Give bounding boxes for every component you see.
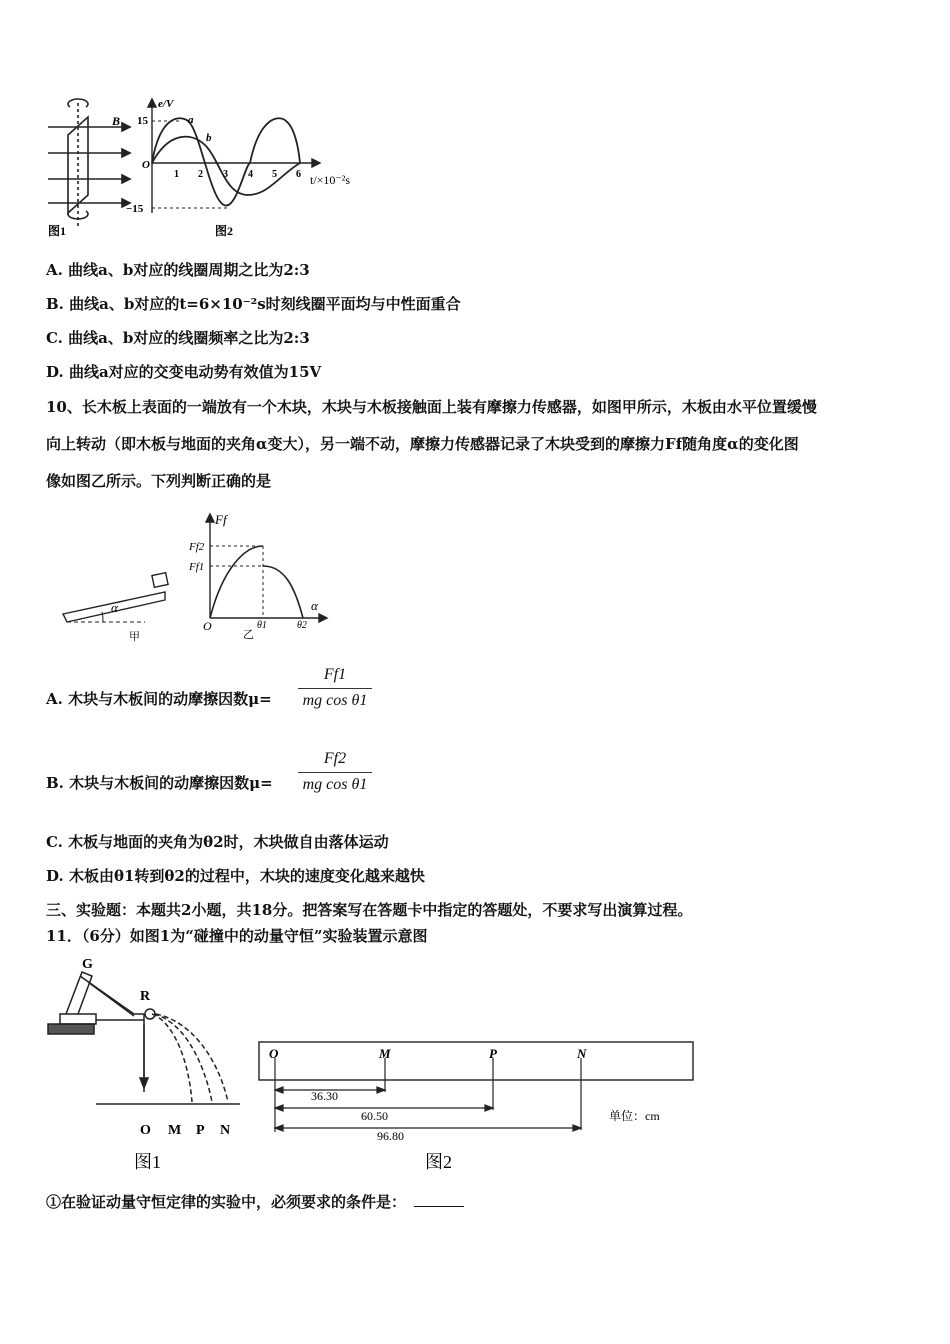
q9-curve-a bbox=[152, 118, 300, 205]
fraction-numerator: Ff1 bbox=[323, 666, 347, 683]
q10-option-a bbox=[46, 689, 272, 709]
q10-option-b bbox=[46, 773, 273, 793]
option-letter: B. bbox=[46, 774, 64, 792]
option-text: 曲线a对应的交变电动势有效值为15V bbox=[68, 363, 322, 381]
q11-r-label: R bbox=[140, 989, 151, 1004]
q9-fig1-caption: 图1 bbox=[48, 224, 67, 238]
q10-yi-caption: 乙 bbox=[243, 629, 254, 641]
q9-tick: 2 bbox=[198, 169, 203, 180]
q9-t-unit: t/×10⁻²s bbox=[310, 173, 351, 187]
option-text: 曲线a、b对应的线圈频率之比为2:3 bbox=[68, 329, 310, 347]
q9-tick: 5 bbox=[272, 169, 277, 180]
q10-theta1: θ1 bbox=[257, 620, 267, 631]
q11-strip-points bbox=[269, 1046, 587, 1061]
q10-ff2-label: Ff2 bbox=[189, 541, 205, 553]
q10-curve-falling bbox=[263, 566, 303, 618]
q11-g-label: G bbox=[82, 957, 93, 972]
q11-distance-on: 96.80 bbox=[377, 1129, 404, 1143]
option-text: 木板与地面的夹角为θ2时，木块做自由落体运动 bbox=[68, 833, 389, 851]
option-letter: C. bbox=[46, 329, 63, 347]
q9-tick: 1 bbox=[174, 169, 179, 180]
q10-stem-line1: 10、长木板上表面的一端放有一个木块，木块与木板接触面上装有摩擦力传感器，如图甲所示，木板由水平位置缓慢 bbox=[46, 398, 817, 416]
option-letter: B. bbox=[46, 295, 64, 313]
fraction-bar bbox=[298, 772, 372, 773]
q9-origin: O bbox=[142, 159, 150, 171]
option-text: 木板由θ1转到θ2的过程中，木块的速度变化越来越快 bbox=[68, 867, 425, 885]
strip-point: M bbox=[379, 1046, 391, 1061]
q9-option-c bbox=[46, 328, 310, 348]
option-letter: A. bbox=[46, 261, 63, 279]
q11-paper-strip bbox=[259, 1042, 693, 1080]
landing-point: O bbox=[140, 1123, 151, 1138]
q9-tick: 3 bbox=[223, 169, 228, 180]
q11-distance-op: 60.50 bbox=[361, 1109, 388, 1123]
option-letter: D. bbox=[46, 363, 64, 381]
q11-distance-om: 36.30 bbox=[311, 1089, 338, 1103]
landing-point: P bbox=[196, 1123, 205, 1138]
option-text: 木块与木板间的动摩擦因数μ= bbox=[68, 690, 272, 708]
q9-figure bbox=[40, 95, 370, 245]
q10-ff-axis: Ff bbox=[215, 512, 227, 527]
strip-point: O bbox=[269, 1046, 279, 1061]
q10-alpha-axis: α bbox=[311, 598, 318, 613]
section3-heading: 三、实验题：本题共2小题，共18分。把答案写在答题卡中指定的答题处，不要求写出演算过程。 bbox=[46, 901, 693, 919]
q9-curve-b-label: b bbox=[206, 132, 212, 144]
answer-blank[interactable] bbox=[414, 1206, 464, 1207]
option-text: 曲线a、b对应的线圈周期之比为2:3 bbox=[68, 261, 310, 279]
q11-fig1-caption: 图1 bbox=[134, 1152, 161, 1172]
option-letter: A. bbox=[46, 690, 63, 708]
landing-point: N bbox=[220, 1123, 231, 1138]
q10-curve-rising bbox=[210, 546, 263, 618]
q11-fig2-caption: 图2 bbox=[425, 1152, 452, 1172]
fraction-denominator: mg cos θ1 bbox=[302, 776, 368, 793]
strip-point: P bbox=[489, 1046, 497, 1061]
q10-ff1-label: Ff1 bbox=[189, 561, 205, 573]
q11-figure1 bbox=[44, 952, 244, 1174]
q10-graph-axes bbox=[206, 514, 327, 622]
q9-fig2-axes bbox=[148, 99, 320, 213]
q10-theta2: θ2 bbox=[297, 620, 307, 631]
q11-landing-points bbox=[140, 1123, 230, 1138]
option-text: 木块与木板间的动摩擦因数μ= bbox=[69, 774, 273, 792]
q9-curve-a-label: a bbox=[188, 114, 194, 126]
q9-b-label: B bbox=[112, 114, 121, 128]
q11-unit: 单位：cm bbox=[609, 1109, 660, 1123]
q10-stem-line3: 像如图乙所示。下列判断正确的是 bbox=[46, 472, 272, 490]
option-letter: D. bbox=[46, 867, 64, 885]
q10-stem-line2: 向上转动（即木板与地面的夹角α变大），另一端不动，摩擦力传感器记录了木块受到的摩擦力Ff随角度α的变化图 bbox=[46, 435, 799, 453]
q9-pos15: 15 bbox=[137, 115, 148, 127]
fraction-denominator: mg cos θ1 bbox=[302, 692, 368, 709]
q10-figure bbox=[55, 508, 345, 643]
q9-tick: 4 bbox=[248, 169, 253, 180]
q9-option-b bbox=[46, 294, 461, 314]
q10-origin: O bbox=[203, 619, 212, 633]
q10-jia-caption: 甲 bbox=[129, 631, 140, 643]
q11-figure2 bbox=[255, 1036, 700, 1176]
q9-option-a bbox=[46, 260, 310, 280]
fraction-numerator: Ff2 bbox=[323, 750, 347, 767]
q11-stem: 11．（6分）如图1为“碰撞中的动量守恒”实验装置示意图 bbox=[46, 927, 428, 945]
q9-neg15: −15 bbox=[126, 203, 144, 215]
strip-point: N bbox=[577, 1046, 587, 1061]
q10-option-a-fraction bbox=[298, 666, 374, 718]
landing-point: M bbox=[168, 1123, 182, 1138]
q9-tick: 6 bbox=[296, 169, 301, 180]
q10-option-c bbox=[46, 832, 389, 852]
q9-option-d bbox=[46, 362, 321, 382]
option-text: 曲线a、b对应的t=6×10⁻²s时刻线圈平面均与中性面重合 bbox=[69, 295, 461, 313]
option-letter: C. bbox=[46, 833, 63, 851]
q10-option-b-fraction bbox=[298, 750, 374, 802]
q9-curve-b bbox=[152, 137, 300, 195]
q9-tick-labels bbox=[174, 169, 301, 180]
q11-sub1-text: ①在验证动量守恒定律的实验中，必须要求的条件是： bbox=[46, 1193, 407, 1211]
q9-y-axis-label: e/V bbox=[158, 98, 174, 110]
q10-alpha-label: α bbox=[111, 600, 118, 615]
q9-fig2-caption: 图2 bbox=[215, 224, 234, 238]
q11-sub1 bbox=[46, 1192, 464, 1212]
fraction-bar bbox=[298, 688, 372, 689]
q10-option-d bbox=[46, 866, 425, 886]
